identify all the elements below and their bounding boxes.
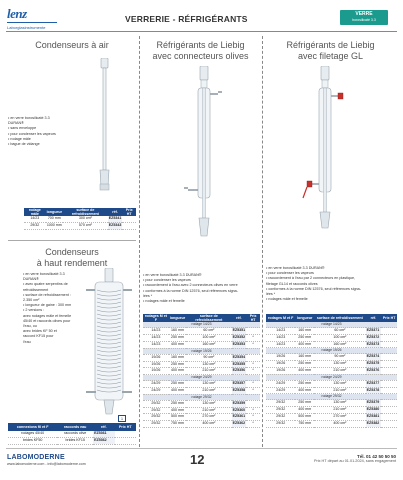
cell: 160 mm (169, 354, 186, 361)
cell: 14/23 (266, 328, 295, 335)
cell: 24/29 (143, 381, 169, 388)
col-header: surface de refroidissement (63, 208, 108, 216)
table-row (266, 420, 397, 427)
col-header: longueur (295, 314, 314, 322)
cell: 570 cm² (63, 223, 108, 230)
cell: 24/29 (266, 387, 295, 394)
high-bullet: • surface de refroidissement : (23, 292, 71, 297)
price-cell: * (246, 335, 260, 342)
gl-title-line: Réfrigérants de Liebig (286, 40, 375, 50)
col-header: réf. (366, 314, 382, 322)
cell: 130 cm² (186, 381, 231, 388)
ref-cell: EZ5355 (232, 361, 247, 368)
table-row (143, 381, 260, 388)
cell: 19/26 (266, 354, 295, 361)
cell: 19/26 (266, 361, 295, 368)
cell: 270 cm² (314, 413, 366, 420)
col-header: réf. (108, 208, 123, 216)
ref-cell: EZ5351 (232, 328, 247, 335)
group-label: rodage 19/26 (143, 348, 260, 354)
cell: 160 mm (169, 328, 186, 335)
cell: 100 cm² (186, 335, 231, 342)
ref-cell: EZ5357 (232, 381, 247, 388)
price-cell (381, 341, 397, 348)
cell: 130 cm² (186, 400, 231, 407)
cell: 270 cm² (186, 414, 231, 421)
col-header: Prix HT (381, 314, 397, 322)
ref-cell: EZ5354 (232, 354, 247, 361)
table-row (266, 407, 397, 414)
high-bullet: raccord KF15 pour (23, 334, 54, 339)
olive-bullet: • conformes à la norme DIN 12576, seul références signa- (143, 288, 238, 293)
cell: 19/26 (143, 368, 169, 375)
table-row (24, 223, 136, 230)
ref-cell: EZ5353 (232, 342, 247, 349)
high-bullet: l'eau, ou (23, 324, 37, 329)
cell: 160 cm² (186, 342, 231, 349)
table-row (143, 368, 260, 375)
table-row (266, 361, 397, 368)
cell: 130 cm² (314, 361, 366, 368)
air-section-title: Condenseurs à air (35, 40, 109, 50)
price-cell (381, 420, 397, 427)
price-cell (246, 354, 260, 361)
gl-liebig-condenser-image (300, 66, 350, 256)
price-cell (381, 367, 397, 374)
table-row (266, 413, 397, 420)
table-row (266, 380, 397, 387)
cell: 250 mm (295, 334, 314, 341)
olive-table (143, 314, 260, 428)
high-efficiency-condenser-image (80, 268, 136, 418)
cell: 29/32 (143, 414, 169, 421)
table-row (266, 341, 397, 348)
cell: 19/26 (266, 367, 295, 374)
cell: 210 cm² (186, 368, 231, 375)
logo-rule (7, 22, 57, 23)
cell: 19/26 (143, 361, 169, 368)
cell: 130 cm² (314, 400, 366, 407)
olive-section-title (141, 40, 260, 62)
air-bullet: DURAN® (8, 121, 24, 126)
price-cell (246, 400, 260, 407)
high-bullet: refroidissement (23, 287, 49, 292)
cell: 210 cm² (314, 387, 366, 394)
ref-cell: EZ5356 (232, 368, 247, 375)
group-label: rodage 24/29 (143, 375, 260, 381)
gl-bullet: lées * (266, 292, 276, 297)
category-tag-sub: borosilicaté 3.3 (352, 18, 376, 22)
cell: 400 cm² (186, 421, 231, 428)
ref-cell: EZ5361 (232, 414, 247, 421)
cell: 60 cm² (314, 328, 366, 335)
high-bullet: avec brides KF 50 et (23, 329, 57, 334)
price-cell (381, 354, 397, 361)
footer-rule (6, 448, 397, 449)
table-row (143, 387, 260, 394)
cell: 400 mm (169, 368, 186, 375)
ref-cell: EZ5352 (232, 335, 247, 342)
price-cell: * (246, 421, 260, 428)
cell: 160 cm² (314, 341, 366, 348)
column-divider (262, 36, 263, 447)
cell: raccords olive (57, 431, 93, 437)
ref-cell: EZ5360 (232, 407, 247, 414)
olive-bullet: • raccordement à l'eau avec 2 connecteurs olives en verre (143, 283, 238, 288)
cell: 400 cm² (314, 420, 366, 427)
cell: 250 mm (295, 380, 314, 387)
col-header: Prix HT (115, 423, 136, 431)
table-row (143, 407, 260, 414)
high-bullet: DURAN® (23, 277, 39, 282)
col-header: réf. (93, 423, 114, 431)
table-row (8, 437, 136, 444)
price-cell (381, 400, 397, 407)
cell: 19/26 (143, 354, 169, 361)
table-row (266, 400, 397, 407)
gl-description (266, 266, 397, 302)
section-rule (8, 240, 136, 241)
cell: 14/23 (143, 328, 169, 335)
cell: 400 mm (169, 387, 186, 394)
cell: 160 mm (295, 328, 314, 335)
cell: 500 mm (295, 413, 314, 420)
high-title-line: à haut rendement (36, 258, 108, 268)
cell: 24/29 (143, 387, 169, 394)
footer-logo (7, 454, 86, 466)
price-cell (246, 328, 260, 335)
high-description (23, 272, 79, 345)
table-row (266, 354, 397, 361)
cell: 400 mm (295, 367, 314, 374)
cell: 250 mm (169, 381, 186, 388)
cell: 210 cm² (186, 407, 231, 414)
cell: 700 mm (46, 216, 63, 222)
high-section-title (8, 247, 136, 269)
cell: brides KF50 (8, 437, 57, 444)
price-cell (381, 387, 397, 394)
price-cell: * (246, 361, 260, 368)
group-label: rodage 29/32 (266, 394, 397, 400)
cell: 500 mm (169, 414, 186, 421)
price-cell: * (246, 387, 260, 394)
cell: 1000 mm (46, 223, 63, 230)
group-label: rodage 14/23 (266, 322, 397, 328)
col-header: raccords eau (57, 423, 93, 431)
col-header: rodage mâle (24, 208, 46, 216)
gl-section-title (264, 40, 397, 62)
cell: brides KF15 (57, 437, 93, 444)
high-bullet: l'eau (23, 339, 31, 344)
cell: 210 cm² (186, 387, 231, 394)
cell: 90 cm² (186, 354, 231, 361)
table-row (266, 387, 397, 394)
cell: 250 mm (169, 361, 186, 368)
ref-cell: EZ5377 (366, 380, 382, 387)
brand-name: lenz (7, 6, 27, 21)
cell: 210 cm² (314, 407, 366, 414)
header-rule (6, 31, 397, 32)
olive-title-line: Réfrigérants de Liebig (156, 40, 245, 50)
cell: 29/32 (266, 400, 295, 407)
footer-brand: LABOMODERNE (7, 454, 65, 461)
high-bullet: 45/40 et raccords olives pour (23, 318, 71, 323)
price-cell: * (246, 407, 260, 414)
air-condenser-image (90, 58, 120, 198)
ref-cell: EZ5358 (232, 387, 247, 394)
olive-title-line: avec connecteurs olives (152, 51, 249, 61)
cell: 250 mm (169, 400, 186, 407)
cell: 400 mm (169, 407, 186, 414)
gl-bullet: • raccordement à l'eau par 2 connecteurs en plastique, (266, 276, 356, 281)
price-cell (381, 407, 397, 414)
cell: 60 cm² (186, 328, 231, 335)
high-title-line: Condenseurs (45, 247, 99, 257)
cell: 14/23 (24, 216, 46, 222)
olive-liebig-condenser-image (180, 66, 230, 266)
figure-number: 1 (118, 415, 126, 422)
cell: 250 mm (295, 400, 314, 407)
footer-tel: Tél. 01 42 50 50 50 (356, 454, 396, 459)
gl-bullet: • en verre borosilicaté 3.3 DURAN® (266, 266, 325, 270)
high-bullet: • longueur de gaine : 300 mm (23, 303, 72, 308)
ref-cell: EZ5382 (366, 420, 382, 427)
brand-subtitle: Laborglasinstrumente (7, 25, 46, 30)
cell: 90 cm² (314, 354, 366, 361)
table-row (266, 328, 397, 335)
cell: 14/23 (266, 341, 295, 348)
cell: 14/23 (143, 335, 169, 342)
col-header: rodages M et F (144, 314, 167, 323)
cell: 400 mm (169, 342, 186, 349)
cell: 250 mm (169, 335, 186, 342)
ref-cell: EZ5376 (366, 367, 382, 374)
table-row (143, 342, 260, 349)
cell: 130 cm² (314, 380, 366, 387)
col-header: longueur (46, 208, 63, 216)
table-row (143, 335, 260, 342)
olive-bullet: lées * (143, 293, 153, 298)
cell: 29/32 (266, 420, 295, 427)
price-cell (381, 361, 397, 368)
high-bullet: • 2 versions : (23, 308, 45, 313)
table-row (143, 414, 260, 421)
table-row (143, 421, 260, 428)
footer-note: Prix HT départ au 01.01.2024, sans engagement (313, 459, 396, 463)
price-cell (115, 437, 136, 444)
footer-info (290, 454, 396, 463)
high-bullet: avec rodages mâle et femelle (23, 313, 72, 318)
gl-title-line: avec filetage GL (297, 51, 364, 61)
cell: 29/32 (266, 413, 295, 420)
table-row (143, 361, 260, 368)
cell: 14/23 (143, 342, 169, 349)
ref-cell: EZ5361 (93, 431, 114, 437)
col-header: surface de refroidissement (186, 314, 231, 322)
group-label: rodage 14/23 (143, 322, 260, 328)
cell: 400 mm (295, 387, 314, 394)
ref-cell: EZ5374 (366, 354, 382, 361)
cell: 300 cm² (63, 216, 108, 222)
column-divider (139, 36, 140, 447)
cell: 29/32 (143, 400, 169, 407)
price-cell: * (246, 368, 260, 375)
ref-cell: EZ5359 (232, 400, 247, 407)
high-bullet: • avec quatre serpentins de (23, 282, 68, 287)
cell: 250 mm (295, 361, 314, 368)
gl-bullet: • conformes à la norme DIN 12576, seul références signa- (266, 286, 361, 291)
cell: rodages 45/40 (8, 431, 57, 437)
group-label: rodage 19/26 (266, 348, 397, 354)
ref-cell: EZ5343 (108, 223, 123, 230)
price-cell: * (246, 414, 260, 421)
ref-cell: EZ5380 (366, 407, 382, 414)
price-cell: * (246, 381, 260, 388)
cell: 210 cm² (314, 367, 366, 374)
air-bullet: • rodage mâle (8, 136, 31, 141)
cell: 29/32 (143, 421, 169, 428)
col-header: réf. (232, 314, 247, 322)
col-header: rodages M et F (266, 314, 295, 322)
cell: 29/32 (24, 223, 46, 230)
table-row (143, 328, 260, 335)
category-tag-main: VERRE (355, 11, 373, 17)
page-title: VERRERIE - RÉFRIGÉRANTS (125, 14, 248, 24)
gl-table (266, 314, 397, 428)
group-label: rodage 24/29 (266, 374, 397, 380)
cell: 750 mm (169, 421, 186, 428)
cell: 750 mm (295, 420, 314, 427)
olive-bullet: • en verre borosilicaté 3.3 DURAN® (143, 273, 202, 277)
air-description (8, 116, 88, 147)
ref-cell: EZ5378 (366, 387, 382, 394)
price-cell (381, 328, 397, 335)
footer-contact: www.labomoderne.com - info@labomoderne.com (7, 462, 86, 466)
col-header: Prix HT (246, 314, 260, 322)
price-cell (381, 380, 397, 387)
col-header: longueur (169, 314, 186, 322)
ref-cell: EZ5381 (366, 413, 382, 420)
table-row (143, 400, 260, 407)
air-bullet: • sans enveloppe (8, 126, 37, 131)
air-bullet: • pour condenser les vapeurs (8, 131, 56, 136)
col-header: surface de refroidissement (314, 314, 366, 322)
ref-cell: EZ5375 (366, 361, 382, 368)
category-tag (340, 10, 388, 25)
ref-cell: EZ5379 (366, 400, 382, 407)
col-header: Prix HT (122, 208, 136, 216)
price-cell (381, 413, 397, 420)
olive-description (143, 273, 260, 304)
price-cell: * (246, 342, 260, 349)
table-row (143, 354, 260, 361)
price-cell (381, 334, 397, 341)
high-bullet: • en verre borosilicaté 3.3 (23, 272, 65, 276)
ref-cell: EZ5341 (108, 216, 123, 222)
cell: 400 mm (295, 341, 314, 348)
price-cell (122, 223, 136, 230)
col-header: connexions fil et F (8, 423, 57, 431)
ref-cell: EZ5372 (366, 334, 382, 341)
table-row (266, 334, 397, 341)
olive-bullet: • pour condenser les vapeurs (143, 278, 191, 283)
table-row (266, 367, 397, 374)
group-label: rodage 29/32 (143, 394, 260, 400)
ref-cell: EZ5362 (93, 437, 114, 444)
air-table (24, 208, 136, 230)
air-bullet: • bague de vidange (8, 142, 40, 147)
ref-cell: EZ5371 (366, 328, 382, 335)
cell: 160 mm (295, 354, 314, 361)
cell: 14/23 (266, 334, 295, 341)
gl-bullet: filetage GL14 et raccords olives (266, 281, 318, 286)
gl-bullet: • pour condenser les vapeurs (266, 271, 314, 276)
high-table (8, 423, 136, 445)
cell: 400 mm (295, 407, 314, 414)
cell: 29/32 (266, 407, 295, 414)
page-number: 12 (190, 452, 205, 467)
ref-cell: EZ5373 (366, 341, 382, 348)
gl-bullet: • rodages mâle et femelle (266, 297, 308, 302)
cell: 29/32 (143, 407, 169, 414)
ref-cell: EZ5362 (232, 421, 247, 428)
air-bullet: • en verre borosilicaté 3.3 (8, 116, 50, 120)
cell: 24/29 (266, 380, 295, 387)
high-bullet: 2.350 cm² (23, 298, 40, 303)
cell: 100 cm² (314, 334, 366, 341)
olive-bullet: • rodages mâle et femelle (143, 299, 185, 304)
cell: 130 cm² (186, 361, 231, 368)
